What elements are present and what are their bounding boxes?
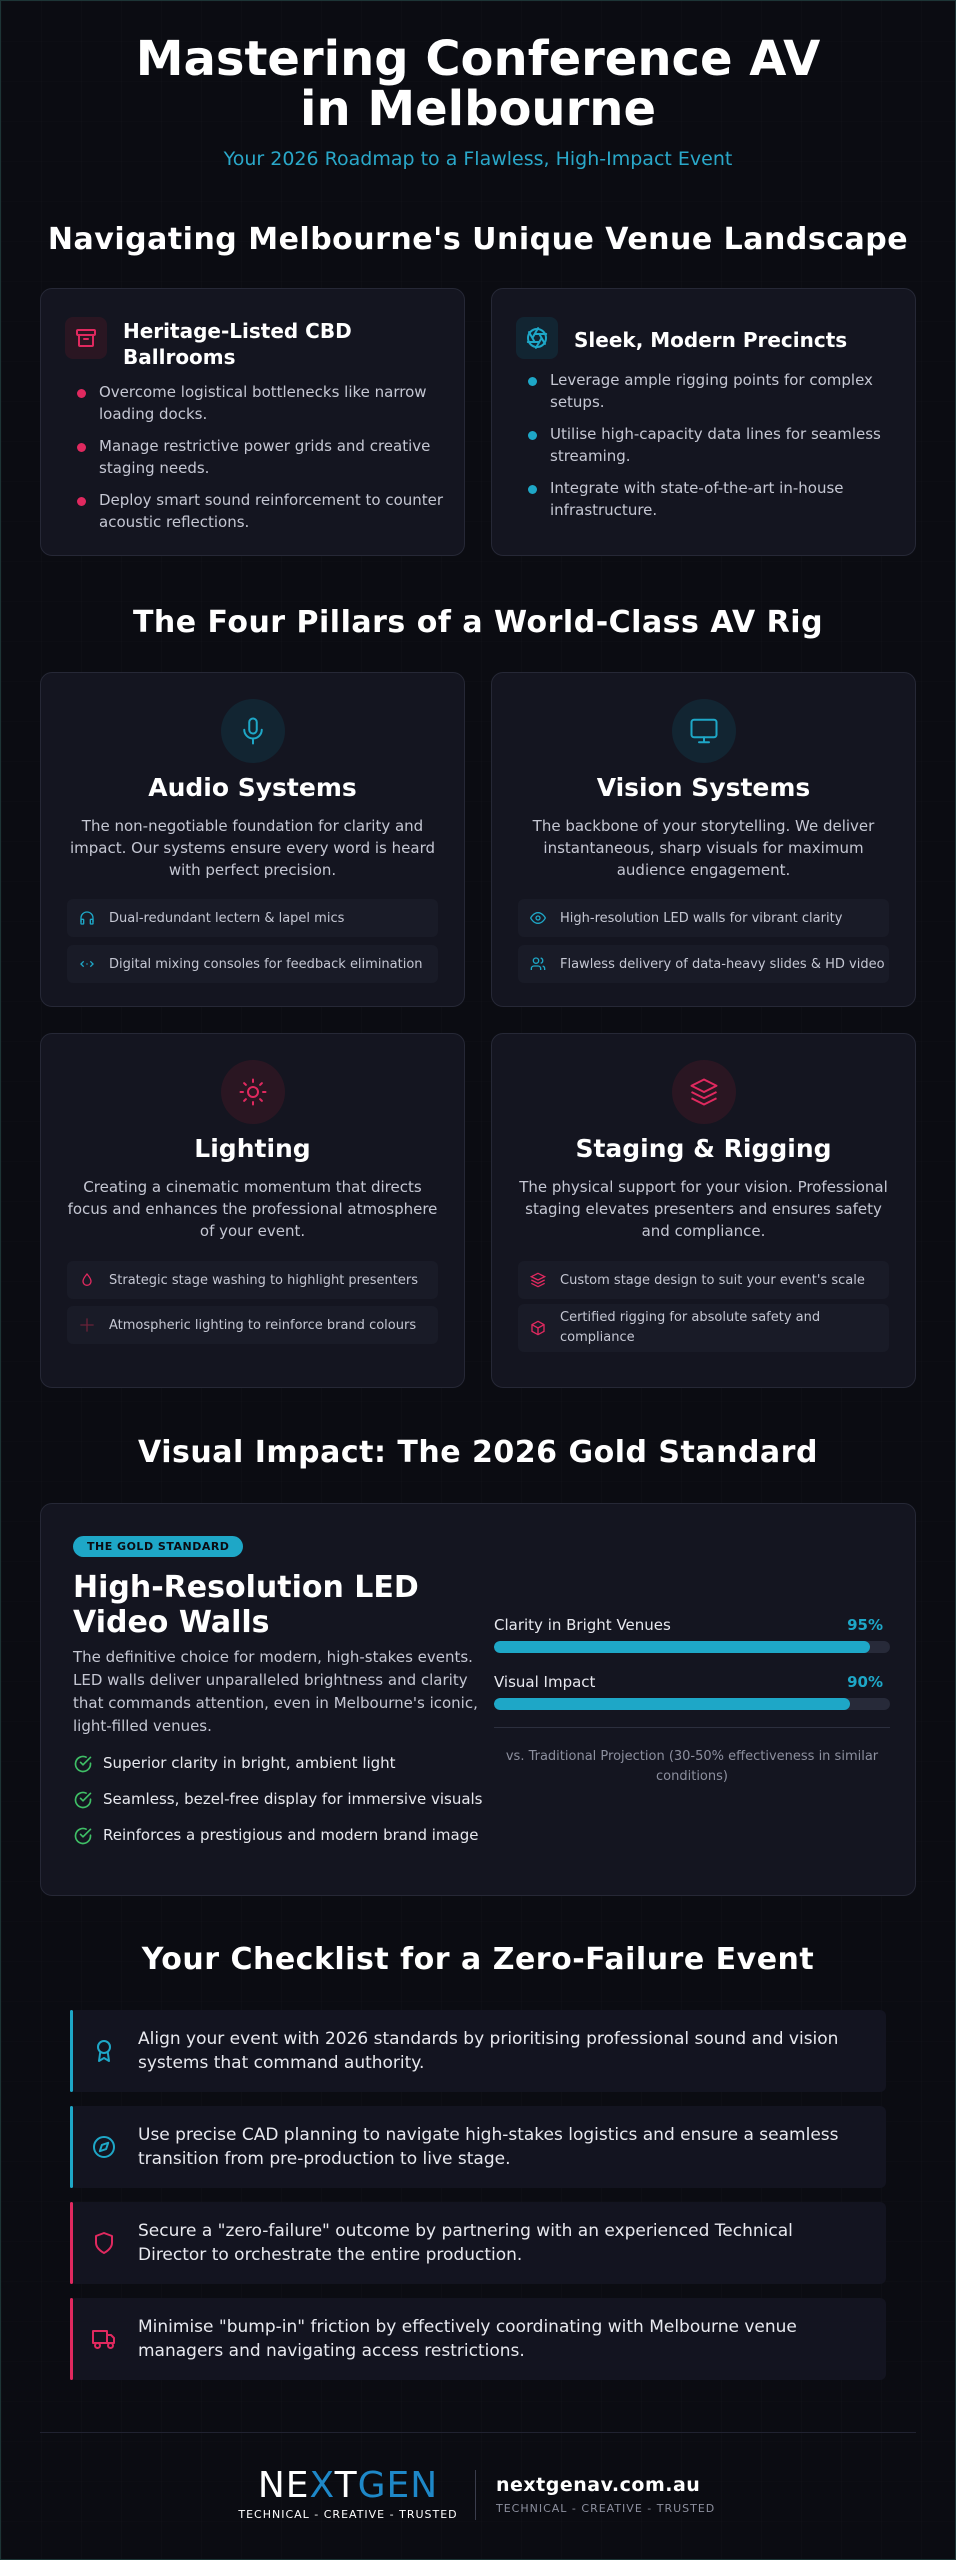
eye-icon: [528, 908, 548, 928]
venue-card-title: Heritage-Listed CBD Ballrooms: [123, 319, 352, 369]
page-title: Mastering Conference AV in Melbourne: [135, 31, 821, 137]
feature-item: Certified rigging for absolute safety and compliance: [518, 1304, 889, 1352]
feature-item: Atmospheric lighting to reinforce brand colours: [67, 1306, 438, 1344]
cube-icon: [528, 1318, 548, 1338]
pillar-title: Audio Systems: [148, 773, 357, 802]
page-subtitle: Your 2026 Roadmap to a Flawless, High-Impact Event: [223, 148, 733, 170]
progress-fill: [494, 1641, 870, 1653]
feature-item: Strategic stage washing to highlight presenters: [67, 1261, 438, 1299]
footer-divider: [40, 2432, 916, 2433]
list-item: Utilise high-capacity data lines for seamless streaming.: [528, 423, 898, 467]
bar-label: Clarity in Bright Venues: [494, 1616, 671, 1634]
check-circle-icon: [73, 1754, 93, 1774]
venue-card-title: Sleek, Modern Precincts: [574, 328, 848, 352]
progress-bar-impact: [494, 1698, 890, 1710]
list-item: Superior clarity in bright, ambient light: [73, 1752, 493, 1774]
gold-standard-card: [40, 1503, 916, 1896]
sparkle-icon: [77, 1315, 97, 1335]
accent-bar: [70, 2202, 73, 2284]
list-item: Seamless, bezel-free display for immersive visuals: [73, 1788, 493, 1810]
accent-bar: [70, 2298, 73, 2380]
droplet-icon: [77, 1270, 97, 1290]
pillar-title: Lighting: [194, 1134, 311, 1163]
checklist-item: [70, 2010, 886, 2092]
compass-icon: [92, 2135, 116, 2159]
feature-item: Digital mixing consoles for feedback elimination: [67, 945, 438, 983]
benefit-list: [73, 1752, 493, 1860]
monitor-icon: [672, 699, 736, 763]
checklist-heading: Your Checklist for a Zero-Failure Event: [141, 1942, 815, 1977]
check-circle-icon: [73, 1826, 93, 1846]
sun-icon: [221, 1060, 285, 1124]
venues-heading: Navigating Melbourne's Unique Venue Landscape: [47, 222, 909, 257]
archive-box-icon: [65, 317, 107, 359]
bullet-dot: [77, 443, 86, 452]
bullet-dot: [77, 389, 86, 398]
footer-tagline: TECHNICAL - CREATIVE - TRUSTED: [496, 2502, 716, 2515]
website-link[interactable]: nextgenav.com.au: [496, 2474, 701, 2496]
pillar-title: Staging & Rigging: [575, 1134, 832, 1163]
logo-tagline: TECHNICAL - CREATIVE - TRUSTED: [238, 2508, 458, 2521]
headphones-icon: [77, 908, 97, 928]
checklist-text: Use precise CAD planning to navigate high-stakes logistics and ensure a seamless transition from pre-production to live stage.: [138, 2125, 839, 2169]
bullet-dot: [77, 497, 86, 506]
list-item: Leverage ample rigging points for complex setups.: [528, 369, 898, 413]
venue-card-heritage: [40, 288, 465, 556]
list-item: Reinforces a prestigious and modern brand image: [73, 1824, 493, 1846]
shield-icon: [92, 2231, 116, 2255]
footer-separator: [475, 2470, 476, 2520]
feature-item: Dual-redundant lectern & lapel mics: [67, 899, 438, 937]
accent-bar: [70, 2010, 73, 2092]
progress-fill: [494, 1698, 850, 1710]
pillar-card-audio: [40, 672, 465, 1007]
pillar-card-lighting: [40, 1033, 465, 1388]
checklist-text: Align your event with 2026 standards by prioritising professional sound and vision systems that command authority.: [138, 2029, 839, 2073]
bar-value: 95%: [847, 1616, 883, 1634]
truck-icon: [92, 2327, 116, 2351]
pillar-card-vision: [491, 672, 916, 1007]
award-icon: [92, 2039, 116, 2063]
gold-description: The definitive choice for modern, high-stakes events. LED walls deliver unparalleled brightness and clarity that commands attention, even in Melbourne's iconic, light-filled venues.: [73, 1648, 478, 1735]
stack-icon: [528, 1270, 548, 1290]
pillars-heading: The Four Pillars of a World-Class AV Rig: [132, 605, 824, 640]
pillar-description: Creating a cinematic momentum that directs focus and enhances the professional atmosphere of your event.: [67, 1178, 438, 1240]
list-item: Manage restrictive power grids and creative staging needs.: [77, 435, 447, 479]
venue-bullet-list: [528, 369, 898, 531]
microphone-icon: [221, 699, 285, 763]
bar-value: 90%: [847, 1673, 883, 1691]
feature-item: Flawless delivery of data-heavy slides & HD video: [518, 945, 889, 983]
pillar-description: The non-negotiable foundation for clarity and impact. Our systems ensure every word is heard with perfect precision.: [70, 817, 435, 879]
bullet-dot: [528, 377, 537, 386]
layers-icon: [672, 1060, 736, 1124]
pillar-title: Vision Systems: [596, 773, 811, 802]
bullet-dot: [528, 431, 537, 440]
accent-bar: [70, 2106, 73, 2188]
nextgen-logo: [238, 2466, 458, 2521]
list-item: Deploy smart sound reinforcement to counter acoustic reflections.: [77, 489, 447, 533]
feature-item: High-resolution LED walls for vibrant clarity: [518, 899, 889, 937]
checklist-text: Minimise "bump-in" friction by effectively coordinating with Melbourne venue managers and navigating access restrictions.: [138, 2317, 797, 2361]
bar-label: Visual Impact: [494, 1673, 596, 1691]
pillar-description: The physical support for your vision. Professional staging elevates presenters and ensures safety and compliance.: [519, 1178, 888, 1240]
pillar-card-staging: [491, 1033, 916, 1388]
checklist-text: Secure a "zero-failure" outcome by partnering with an experienced Technical Director to orchestrate the entire production.: [138, 2221, 793, 2265]
feature-item: Custom stage design to suit your event's scale: [518, 1261, 889, 1299]
logo-wordmark: NEXTGEN: [257, 2465, 439, 2506]
checklist-item: [70, 2298, 886, 2380]
sliders-icon: [77, 954, 97, 974]
check-circle-icon: [73, 1790, 93, 1810]
list-item: Integrate with state-of-the-art in-house infrastructure.: [528, 477, 898, 521]
divider: [494, 1727, 890, 1728]
checklist-item: [70, 2106, 886, 2188]
list-item: Overcome logistical bottlenecks like narrow loading docks.: [77, 381, 447, 425]
gold-title: High-Resolution LED Video Walls: [73, 1570, 419, 1640]
pillar-description: The backbone of your storytelling. We deliver instantaneous, sharp visuals for maximum audience engagement.: [532, 817, 875, 879]
venue-bullet-list: [77, 381, 447, 543]
progress-bar-clarity: [494, 1641, 890, 1653]
bullet-dot: [528, 485, 537, 494]
checklist-item: [70, 2202, 886, 2284]
gold-heading: Visual Impact: The 2026 Gold Standard: [138, 1435, 818, 1470]
aperture-icon: [516, 317, 558, 359]
users-icon: [528, 954, 548, 974]
venue-card-modern: [491, 288, 916, 556]
gold-standard-badge: THE GOLD STANDARD: [73, 1536, 243, 1557]
comparison-note: vs. Traditional Projection (30-50% effectiveness in similar conditions): [505, 1749, 879, 1784]
